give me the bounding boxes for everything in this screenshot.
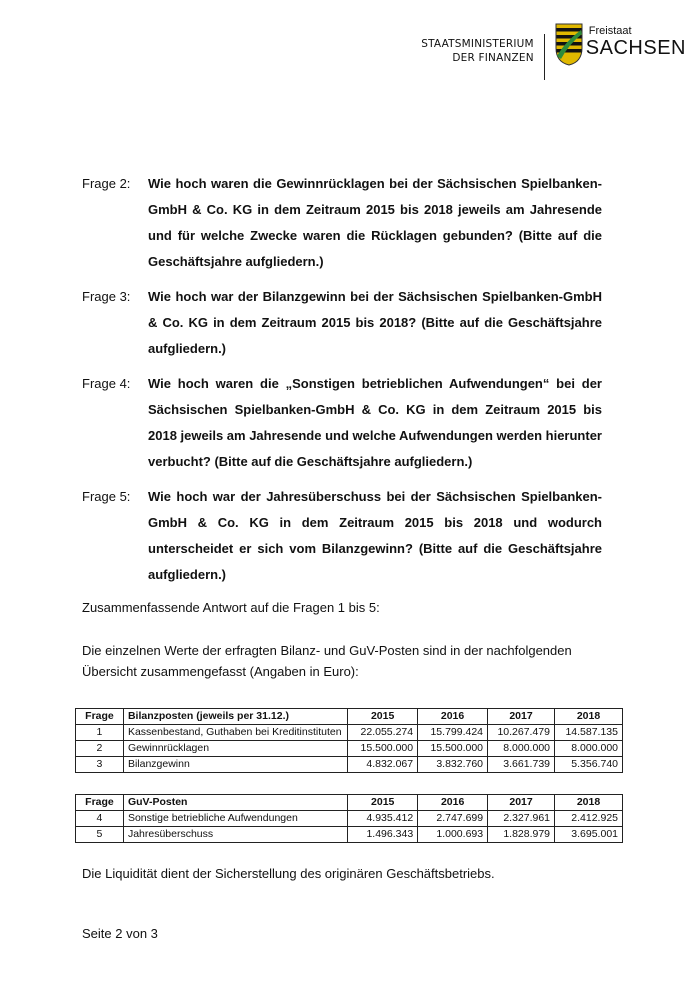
logo-freistaat: Freistaat [588,25,632,37]
table-cell: 1.000.693 [418,827,488,843]
table-cell: 14.587.135 [555,725,623,741]
balance-table [75,708,623,773]
table-cell: 4.935.412 [348,811,418,827]
table-cell: 1.496.343 [348,827,418,843]
table-row [76,725,623,741]
table-cell: Bilanzgewinn [123,757,347,773]
table-cell: 2.327.961 [488,811,555,827]
table-cell: 3.661.739 [488,757,555,773]
question-5 [82,484,602,588]
ministry-name [421,22,534,65]
question-label: Frage 3: [82,289,131,304]
table-cell: 3 [76,757,124,773]
table-cell: 8.000.000 [488,741,555,757]
table-cell: 4 [76,811,124,827]
table-header-cell: 2015 [348,795,418,811]
table-cell: 3.695.001 [555,827,623,843]
table-header-cell: 2018 [555,795,623,811]
table-header-cell: Frage [76,709,124,725]
table-header-row [76,795,623,811]
question-label: Frage 5: [82,489,131,504]
table-cell: Sonstige betriebliche Aufwendungen [123,811,347,827]
table-cell: 5 [76,827,124,843]
table-cell: 2.412.925 [555,811,623,827]
table-row [76,811,623,827]
header-divider [544,34,545,80]
question-label: Frage 2: [82,176,131,191]
intro-paragraph: Die einzelnen Werte der erfragten Bilanz- und GuV-Posten sind in der nachfolgenden Übersicht zusammengefasst (Angaben in Euro): [82,643,572,679]
table-cell: 22.055.274 [348,725,418,741]
question-label: Frage 4: [82,376,131,391]
question-text: Wie hoch war der Jahresüberschuss bei der Sächsischen Spielbanken-GmbH & Co. KG in dem Zeitraum 2015 bis 2018 und wodurch unterscheidet er sich vom Bilanzgewinn? (Bitte auf die Geschäftsjahre aufgliedern.) [148,489,602,582]
saxony-coat-of-arms-icon [555,22,583,66]
table-row [76,741,623,757]
table-header-cell: GuV-Posten [123,795,347,811]
ministry-line-1: STAATSMINISTERIUM [421,38,534,50]
table-cell: Gewinnrücklagen [123,741,347,757]
saxony-logo [555,22,686,66]
table-cell: Jahresüberschuss [123,827,347,843]
table-header-cell: 2018 [555,709,623,725]
table-cell: 10.267.479 [488,725,555,741]
income-statement-table [75,794,623,843]
table-cell: 2.747.699 [418,811,488,827]
summary-heading: Zusammenfassende Antwort auf die Fragen 1 bis 5: [82,600,380,615]
table-header-cell: 2017 [488,709,555,725]
table-header-cell: 2016 [418,795,488,811]
ministry-line-2: DER FINANZEN [452,52,534,64]
question-text: Wie hoch war der Bilanzgewinn bei der Sächsischen Spielbanken-GmbH & Co. KG in dem Zeitraum 2015 bis 2018? (Bitte auf die Geschäftsjahre aufgliedern.) [148,289,602,356]
logo-sachsen: SACHSEN [585,37,686,59]
table-cell: 3.832.760 [418,757,488,773]
table-header-cell: 2017 [488,795,555,811]
table-cell: 15.799.424 [418,725,488,741]
question-3 [82,284,602,362]
table-cell: 4.832.067 [348,757,418,773]
table-cell: 5.356.740 [555,757,623,773]
table-header-cell: Bilanzposten (jeweils per 31.12.) [123,709,347,725]
page-number: Seite 2 von 3 [82,926,158,941]
question-2 [82,171,602,275]
table-cell: Kassenbestand, Guthaben bei Kreditinstituten [123,725,347,741]
table-row [76,757,623,773]
question-4 [82,371,602,475]
table-cell: 1.828.979 [488,827,555,843]
table-cell: 2 [76,741,124,757]
table-cell: 15.500.000 [418,741,488,757]
table-header-row [76,709,623,725]
table-header-cell: Frage [76,795,124,811]
letterhead [421,22,686,80]
table-cell: 1 [76,725,124,741]
table-header-cell: 2015 [348,709,418,725]
question-text: Wie hoch waren die Gewinnrücklagen bei der Sächsischen Spielbanken-GmbH & Co. KG in dem Zeitraum 2015 bis 2018 jeweils am Jahresende und für welche Zwecke waren die Rücklagen gebunden? (Bitte auf die Geschäftsjahre aufgliedern.) [148,176,602,269]
closing-paragraph: Die Liquidität dient der Sicherstellung des originären Geschäftsbetriebs. [82,866,495,881]
table-header-cell: 2016 [418,709,488,725]
table-cell: 8.000.000 [555,741,623,757]
question-text: Wie hoch waren die „Sonstigen betrieblichen Aufwendungen“ bei der Sächsischen Spielbanken-GmbH & Co. KG in dem Zeitraum 2015 bis 2018 jeweils am Jahresende und welche Aufwendungen werden hierunter verbucht? (Bitte auf die Geschäftsjahre aufgliedern.) [148,376,602,469]
table-row [76,827,623,843]
table-cell: 15.500.000 [348,741,418,757]
